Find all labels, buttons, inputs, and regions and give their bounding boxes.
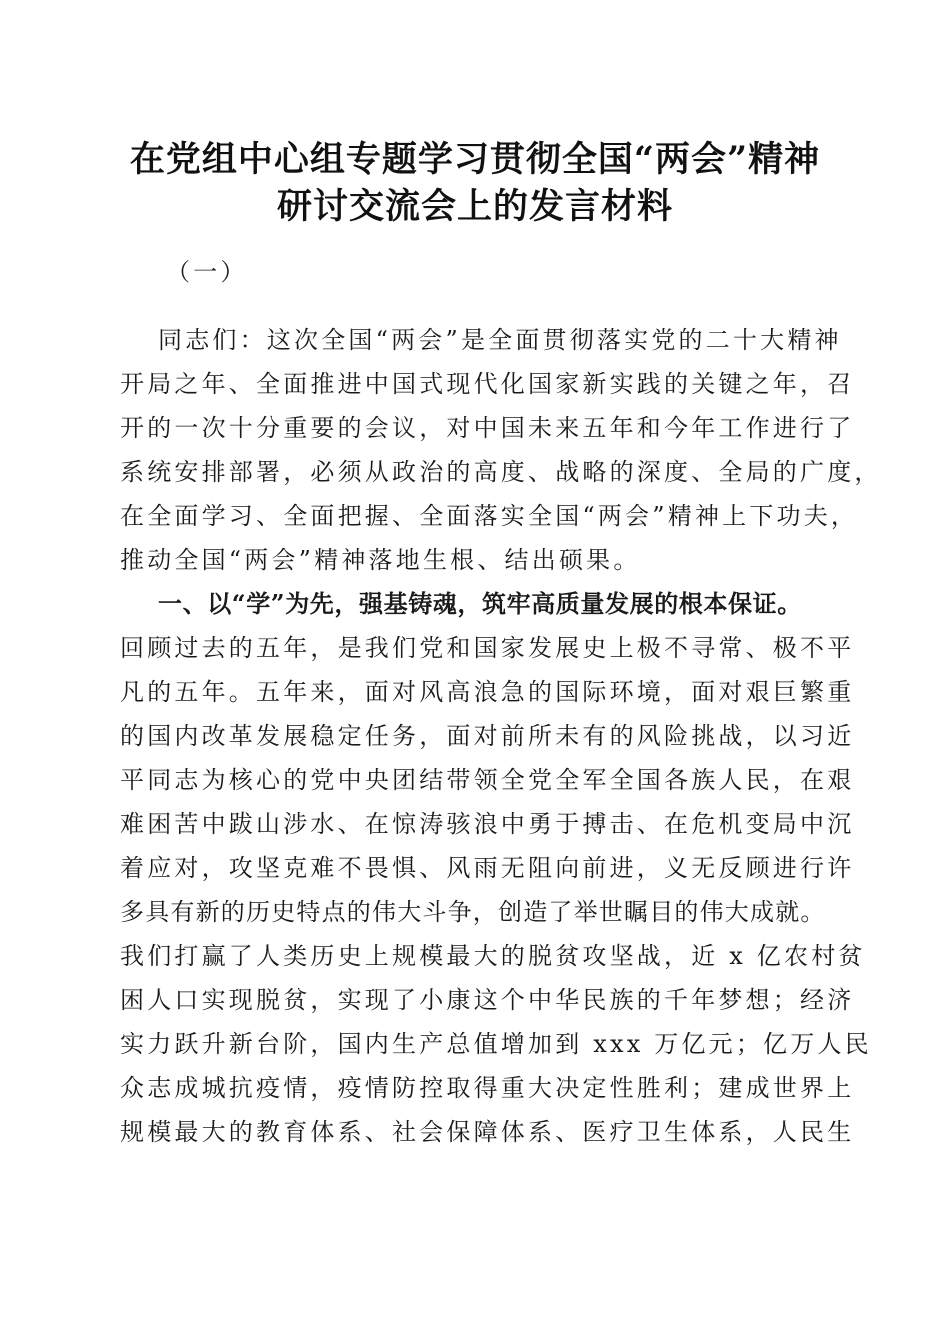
- paragraph-line: 多具有新的历史特点的伟大斗争，创造了举世瞩目的伟大成就。: [120, 898, 826, 926]
- paragraph-line: 实力跃升新台阶，国内生产总值增加到 xxx 万亿元；亿万人民: [120, 1030, 872, 1058]
- section-marker: （一）: [166, 258, 248, 286]
- paragraph-line: 同志们：这次全国“两会”是全面贯彻落实党的二十大精神: [158, 326, 842, 354]
- title-line-2: 研讨交流会上的发言材料: [276, 186, 673, 227]
- paragraph-line: 平同志为核心的党中央团结带领全党全军全国各族人民，在艰: [120, 766, 855, 794]
- paragraph-line: 凡的五年。五年来，面对风高浪急的国际环境，面对艰巨繁重: [120, 678, 855, 706]
- section-heading: 一、以“学”为先，强基铸魂，筑牢高质量发展的根本保证。: [158, 589, 802, 618]
- paragraph-line: 众志成城抗疫情，疫情防控取得重大决定性胜利；建成世界上: [120, 1074, 855, 1102]
- paragraph-line: 系统安排部署，必须从政治的高度、战略的深度、全局的广度，: [120, 458, 882, 486]
- paragraph-line: 回顾过去的五年，是我们党和国家发展史上极不寻常、极不平: [120, 634, 855, 662]
- paragraph-line: 我们打赢了人类历史上规模最大的脱贫攻坚战，近 x 亿农村贫: [120, 942, 866, 970]
- paragraph-line: 的国内改革发展稳定任务，面对前所未有的风险挑战，以习近: [120, 722, 855, 750]
- paragraph-line: 困人口实现脱贫，实现了小康这个中华民族的千年梦想；经济: [120, 986, 855, 1014]
- paragraph-line: 开的一次十分重要的会议，对中国未来五年和今年工作进行了: [120, 414, 855, 442]
- paragraph-line: 推动全国“两会”精神落地生根、结出硕果。: [120, 546, 641, 574]
- title-line-1: 在党组中心组专题学习贯彻全国“两会”精神: [129, 139, 821, 180]
- paragraph-line: 在全面学习、全面把握、全面落实全国“两会”精神上下功夫，: [120, 502, 859, 530]
- paragraph-line: 开局之年、全面推进中国式现代化国家新实践的关键之年，召: [120, 370, 855, 398]
- paragraph-line: 着应对，攻坚克难不畏惧、风雨无阻向前进，义无反顾进行许: [120, 854, 855, 882]
- paragraph-line: 难困苦中跋山涉水、在惊涛骇浪中勇于搏击、在危机变局中沉: [120, 810, 855, 838]
- paragraph-line: 规模最大的教育体系、社会保障体系、医疗卫生体系，人民生: [120, 1118, 855, 1146]
- document-title: [100, 136, 850, 230]
